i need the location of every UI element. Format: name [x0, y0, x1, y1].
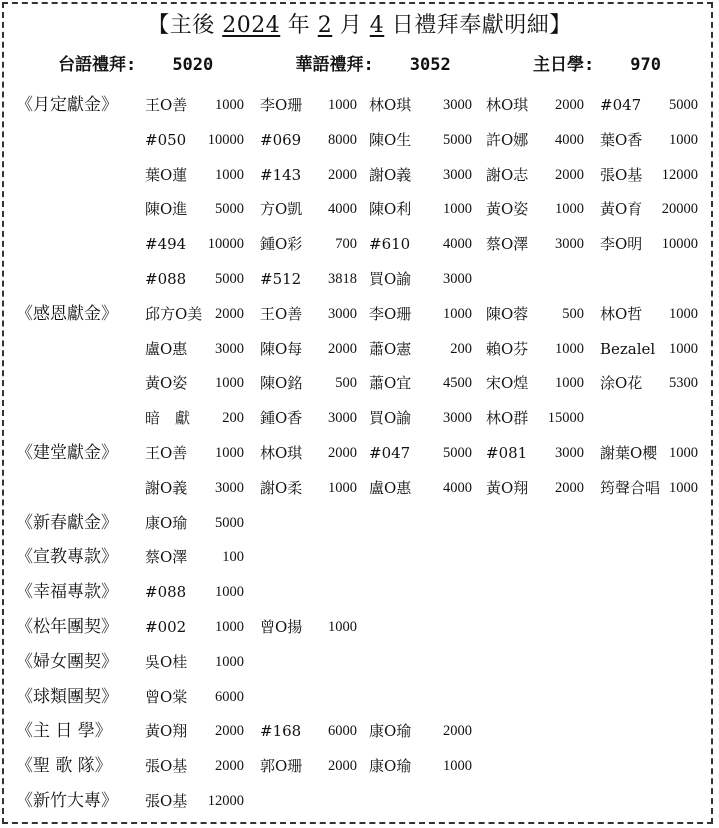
category-label: 《聖 歌 隊》	[16, 756, 112, 777]
donor-name: 盧O惠	[145, 339, 188, 358]
donation-amount: 3000	[443, 97, 472, 113]
donation-amount: 1000	[669, 131, 698, 148]
donor-name: 暗 獻	[145, 409, 191, 428]
donation-amount: 1000	[328, 479, 357, 496]
donor-name: Bezalel	[600, 339, 656, 358]
donor-name: 謝O義	[145, 478, 188, 497]
donor-name: #002	[145, 617, 187, 636]
donation-amount: 1000	[555, 340, 584, 357]
donor-name: 陳O蓉	[486, 304, 529, 323]
donor-name: #047	[369, 443, 411, 462]
offering-row	[0, 749, 719, 784]
donation-amount: 1000	[555, 375, 584, 392]
donation-amount: 3818	[328, 270, 357, 287]
offering-row	[0, 192, 719, 227]
donation-amount: 6000	[328, 723, 357, 740]
donation-amount: 3000	[443, 166, 472, 183]
donor-name: 陳O進	[145, 200, 188, 219]
donor-name: 邱方O美	[145, 304, 203, 323]
donation-amount: 500	[562, 305, 584, 322]
category-label: 《月定獻金》	[16, 95, 118, 115]
donor-name: 筠聲合唱	[600, 478, 661, 497]
donor-name: #047	[600, 96, 642, 114]
donor-name: 葉O香	[600, 130, 643, 149]
attendance-mandarin: 華語禮拜: 3052	[295, 55, 451, 75]
donor-name: 賴O芬	[486, 339, 529, 358]
offering-row	[0, 645, 719, 680]
offering-row	[0, 714, 719, 749]
donor-name: 宋O煌	[486, 374, 529, 393]
donor-name: 林O群	[486, 409, 529, 428]
donor-name: 黃O育	[600, 200, 643, 219]
donor-name: 陳O利	[369, 200, 412, 219]
donation-amount: 1000	[669, 305, 698, 322]
donor-name: 林O琪	[260, 443, 303, 462]
donor-name: 蕭O宜	[369, 374, 412, 393]
donor-name: 黃O姿	[486, 200, 529, 219]
donation-amount: 12000	[207, 792, 244, 809]
donation-amount: 3000	[443, 270, 472, 287]
donor-name: 張O基	[600, 165, 643, 184]
donation-amount: 5000	[215, 201, 244, 218]
offering-row	[0, 610, 719, 645]
donor-name: 張O基	[145, 757, 188, 776]
offering-row	[0, 506, 719, 541]
donation-amount: 1000	[328, 97, 357, 113]
donation-amount: 200	[222, 410, 244, 427]
donor-name: #050	[145, 130, 187, 149]
donation-amount: 5000	[669, 97, 698, 113]
donation-amount: 12000	[661, 166, 698, 183]
donation-amount: 3000	[328, 410, 357, 427]
donation-amount: 700	[335, 236, 357, 253]
title-day: 4	[369, 13, 385, 38]
attendance-sunday-school: 主日學: 970	[532, 55, 661, 75]
donation-amount: 4000	[328, 201, 357, 218]
offering-row	[0, 366, 719, 401]
donor-name: #088	[145, 269, 187, 288]
donation-amount: 2000	[328, 340, 357, 357]
donor-name: 康O瑜	[369, 757, 412, 776]
offering-row	[0, 401, 719, 436]
donation-amount: 5300	[669, 375, 698, 392]
donation-amount: 2000	[555, 166, 584, 183]
donor-name: 林O琪	[369, 96, 412, 114]
offering-row	[0, 436, 719, 471]
page-title: 【主後 2024 年 2 月 4 日禮拜奉獻明細】	[147, 13, 572, 38]
offering-row	[0, 540, 719, 575]
donation-amount: 10000	[207, 236, 244, 253]
donor-name: 買O諭	[369, 269, 412, 288]
donor-name: #069	[260, 130, 302, 149]
offering-row	[0, 297, 719, 332]
donor-name: 陳O每	[260, 339, 303, 358]
donation-amount: 15000	[547, 410, 584, 427]
donor-name: 林O哲	[600, 304, 643, 323]
donation-amount: 2000	[215, 758, 244, 775]
offering-row	[0, 88, 719, 123]
donor-name: 買O諭	[369, 409, 412, 428]
donor-name: 涂O花	[600, 374, 643, 393]
donation-amount: 1000	[215, 653, 244, 670]
donor-name: 李O珊	[260, 96, 303, 114]
donation-amount: 1000	[669, 444, 698, 461]
title-year: 2024	[222, 13, 281, 38]
donor-name: 陳O銘	[260, 374, 303, 393]
donor-name: 黃O翔	[145, 722, 188, 741]
donation-amount: 5000	[215, 270, 244, 287]
donation-amount: 1000	[328, 618, 357, 635]
donation-amount: 2000	[215, 305, 244, 322]
donation-amount: 1000	[555, 201, 584, 218]
donor-name: 曾O棠	[145, 687, 188, 706]
donation-amount: 5000	[215, 514, 244, 531]
donation-amount: 1000	[215, 584, 244, 601]
donor-name: 蔡O澤	[486, 235, 529, 254]
attendance-taiwanese: 台語禮拜: 5020	[58, 55, 214, 75]
offering-row	[0, 471, 719, 506]
donor-name: 蕭O憲	[369, 339, 412, 358]
donor-name: #081	[486, 443, 528, 462]
donation-amount: 1000	[669, 340, 698, 357]
donor-name: 方O凱	[260, 200, 303, 219]
category-label: 《新竹大專》	[16, 790, 118, 811]
category-label: 《松年團契》	[16, 616, 118, 637]
category-label: 《球類團契》	[16, 686, 118, 707]
donor-name: 吳O桂	[145, 652, 188, 671]
attendance-summary	[0, 50, 719, 75]
donation-amount: 4000	[443, 479, 472, 496]
donor-name: 謝O義	[369, 165, 412, 184]
donor-name: 黃O姿	[145, 374, 188, 393]
offering-row	[0, 227, 719, 262]
donor-name: 謝葉O櫻	[600, 443, 658, 462]
category-label: 《感恩獻金》	[16, 303, 118, 324]
donation-amount: 1000	[443, 305, 472, 322]
donor-name: 蔡O澤	[145, 548, 188, 567]
donor-name: 謝O柔	[260, 478, 303, 497]
donation-amount: 100	[222, 549, 244, 566]
offering-list	[0, 88, 719, 819]
donor-name: 黃O翔	[486, 478, 529, 497]
donation-amount: 1000	[669, 479, 698, 496]
donor-name: 許O娜	[486, 130, 529, 149]
donor-name: #088	[145, 583, 187, 602]
donation-amount: 3000	[555, 236, 584, 253]
donation-amount: 3000	[328, 305, 357, 322]
donation-amount: 2000	[328, 444, 357, 461]
donor-name: 張O基	[145, 791, 188, 810]
offering-row	[0, 158, 719, 193]
donation-amount: 5000	[443, 131, 472, 148]
category-label: 《幸福專款》	[16, 582, 118, 603]
donor-name: 康O瑜	[369, 722, 412, 741]
donation-amount: 5000	[443, 444, 472, 461]
donor-name: #494	[145, 235, 187, 254]
donation-amount: 3000	[215, 479, 244, 496]
donation-amount: 2000	[555, 97, 584, 113]
donation-amount: 10000	[661, 236, 698, 253]
donation-amount: 4000	[443, 236, 472, 253]
donation-amount: 2000	[328, 166, 357, 183]
donor-name: 陳O生	[369, 130, 412, 149]
donation-amount: 500	[335, 375, 357, 392]
donation-amount: 1000	[215, 618, 244, 635]
donation-amount: 1000	[215, 375, 244, 392]
donation-amount: 3000	[215, 340, 244, 357]
donation-amount: 20000	[661, 201, 698, 218]
donation-amount: 4000	[555, 131, 584, 148]
donor-name: 葉O蓮	[145, 165, 188, 184]
donor-name: 郭O珊	[260, 757, 303, 776]
donation-amount: 1000	[443, 758, 472, 775]
donation-amount: 200	[450, 340, 472, 357]
donor-name: 鍾O彩	[260, 235, 303, 254]
category-label: 《建堂獻金》	[16, 442, 118, 463]
donor-name: #512	[260, 269, 302, 288]
donor-name: 康O瑜	[145, 513, 188, 532]
donation-amount: 2000	[215, 723, 244, 740]
donor-name: 曾O揚	[260, 617, 303, 636]
donation-amount: 1000	[215, 444, 244, 461]
donation-amount: 2000	[443, 723, 472, 740]
offering-row	[0, 332, 719, 367]
donor-name: 盧O惠	[369, 478, 412, 497]
category-label: 《主 日 學》	[16, 721, 112, 742]
offering-row	[0, 784, 719, 819]
donor-name: #610	[369, 235, 411, 254]
donation-amount: 1000	[215, 166, 244, 183]
donation-amount: 1000	[443, 201, 472, 218]
donor-name: 鍾O香	[260, 409, 303, 428]
donor-name: 王O善	[145, 443, 188, 462]
donor-name: 林O琪	[486, 96, 529, 114]
donation-amount: 6000	[215, 688, 244, 705]
donation-amount: 2000	[328, 758, 357, 775]
donation-amount: 8000	[328, 131, 357, 148]
offering-row	[0, 123, 719, 158]
offering-row	[0, 262, 719, 297]
title-month: 2	[317, 13, 333, 38]
donor-name: 李O珊	[369, 304, 412, 323]
category-label: 《新春獻金》	[16, 512, 118, 533]
offering-row	[0, 680, 719, 715]
donation-amount: 1000	[215, 97, 244, 113]
donation-amount: 2000	[555, 479, 584, 496]
donation-amount: 10000	[207, 131, 244, 148]
category-label: 《婦女團契》	[16, 651, 118, 672]
donor-name: 王O善	[145, 96, 188, 114]
donation-amount: 4500	[443, 375, 472, 392]
donation-amount: 3000	[555, 444, 584, 461]
donor-name: #143	[260, 165, 302, 184]
offering-row	[0, 575, 719, 610]
donor-name: 王O善	[260, 304, 303, 323]
donation-amount: 3000	[443, 410, 472, 427]
donor-name: 謝O志	[486, 165, 529, 184]
donor-name: #168	[260, 722, 302, 741]
category-label: 《宣教專款》	[16, 547, 118, 568]
donor-name: 李O明	[600, 235, 643, 254]
